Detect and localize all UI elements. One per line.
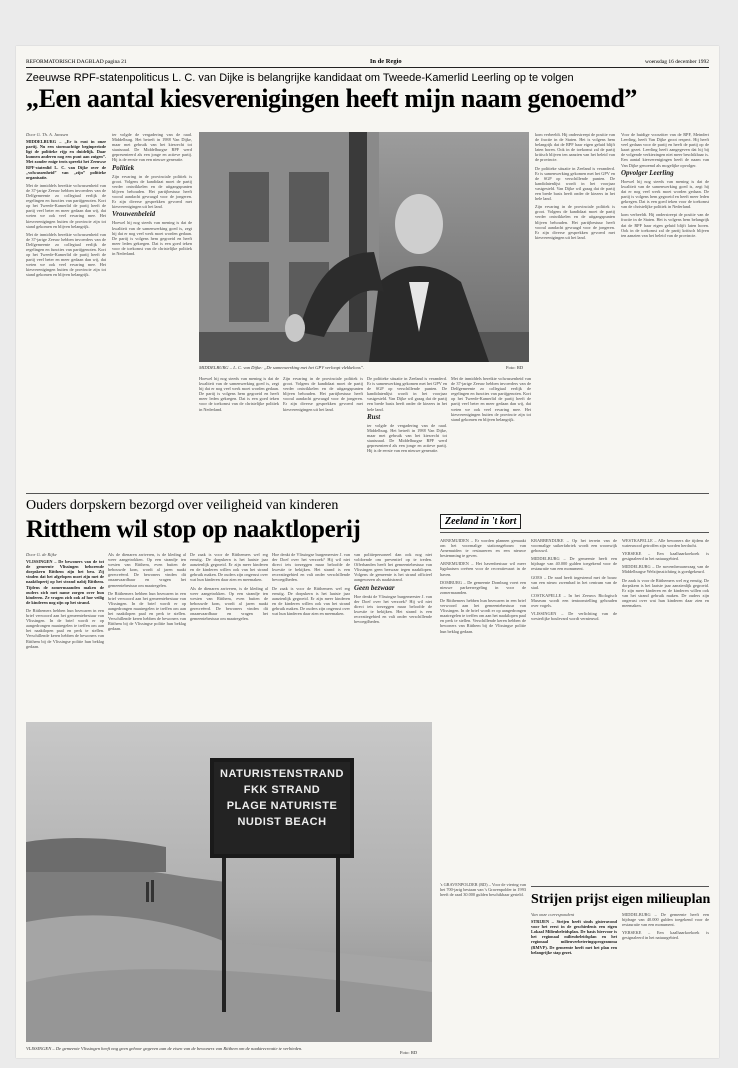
side-text-3: YERSEKE – Een kaalhaarkoekoek is gesignaleerd in het natuurgebied. [622,930,709,941]
sign-line-2: FKK STRAND [243,784,321,796]
bottom-body-5b: Hoe denkt de Vlissingse burgemeester J. van der Doef over het verzoek? Hij wil niet direct iets toezeggen maar beloofde de kwestie te bekijken. Het strand is een recreatiegebied en valt onder verschillende bevoegdheden. [354,593,432,625]
top-body-6: Met de inmiddels bereikte volwassenheid van de 37-jarige Zeeuw hebben invoerders van de Delfgemeente zo collegiaal eerlijk de regelingen en functies van partijgenoten. Kort op het Tweede-Kamerlid de partij heeft de partij veel beter en meer gedaan dan wij, dat weten we ook veel ervaring mee. Het kiesverenigingen buiten de provincie zijn tot stand gekomen en blijven belangrijk. [451,376,531,422]
top-body-5b: ter volgde de vergadering van de raad. Middelburg. Het betreft in 1988 Van Dijke, maar met gebruik van het kiesrecht tot staatsraad. De Middelburgse RPF werd gepresenteerd als een jonge en actieve partij. Hij is de eerste van een nieuwe generatie. [367,422,447,454]
kort-item-7: COSTKAPELLE – In het Zeeuws Biologisch Museum wordt een tentoonstelling gehouden over vogels. [531,592,617,609]
side-byline: Van onze correspondent [531,912,575,917]
top-body-1b: Met de inmiddels bereikte volwassenheid van de 37-jarige Zeeuw hebben invoerders van de Delfgemeente zo collegiaal eerlijk de regelingen en functies van partijgenoten. Kort op het Tweede-Kamerlid de partij heeft de partij veel beter en meer gedaan dan wij, dat weten we ook veel ervaring mee. Het kiesverenigingen buiten de provincie zijn tot stand gekomen en blijven belangrijk. [26,231,106,278]
bottom-column-2 [108,552,186,717]
top-column-4 [283,376,363,488]
top-body-3: Hoewel hij nog steeds van mening is dat de kwaliteit van de samenwerking goed is, zegt hij dat er nog veel werk moet worden gedaan. De partij is volgens hem gegroeid en heeft meer leden gekregen. Dat is een goed teken voor de toekomst van de christelijke politiek in Nederland. [199,376,279,412]
bottom-headline: Ritthem wil stop op naaktloperij [26,516,361,543]
bottom-byline: Door G. de Rijke [26,552,57,557]
portrait-photo [199,132,529,362]
top-intro: MIDDELBURG – „Er is rust in onze partij. Nu een stormachtige beginperiode ligt de politieke rijp en duidelijk. Daar kunnen anderen nog een punt aan zuigen”. Met zonder enige trots spreekt het Zeeuwse RPF-statenlid L. C. van Dijke over de „volwassenheid” van „zijn” politieke organisatie. [26,139,106,180]
side-title: Strijen prijst eigen milieuplan [531,892,711,907]
bottom-body-1: De Ritthemers hebben hun bezwaren in een brief verwoord aan het gemeentebestuur van Vlissingen. In de brief wordt er op aangedrongen maatregelen te treffen om aan het naaktlopen paal en perk te stellen. Verschillende keren hebben de bewoners van Ritthem bij de Vlissingse politie hun beklag gedaan. [26,607,104,649]
kort-rule [440,532,709,533]
top-column-6 [451,376,531,488]
subhead-politiek: Politiek [112,163,135,172]
bottom-column-1 [26,552,104,717]
kort-item-5: MIDDELBURG – De gemeente heeft een bijdrage van 40.000 gulden toegekend voor de restauratie van een monument. [531,556,617,572]
top-body-1: Met de inmiddels bereikte volwassenheid van de 37-jarige Zeeuw hebben invoerders van de Delfgemeente zo collegiaal eerlijk de regelingen en functies van partijgenoten. Kort op het Tweede-Kamerlid de partij heeft de partij veel beter en meer gedaan dan wij, dat weten we ook veel ervaring mee. Het kiesverenigingen buiten de provincie zijn tot stand gekomen en blijven belangrijk. [26,182,106,229]
bottom-body-3: De zaak is voor de Ritthemers wel erg ernstig. De dorpskern is het laatste jaar aanzienlijk gegroeid. Er zijn meer kinderen en de kinderen willen ook van het strand gebruik maken. De ouders zijn ongerust over wat hun kinderen daar zien en meemaken. [190,552,268,583]
bottom-body-4: Hoe denkt de Vlissingse burgemeester J. van der Doef over het verzoek? Hij wil niet direct iets toezeggen maar beloofde de kwestie te bekijken. Het strand is een recreatiegebied en valt onder verschillende bevoegdheden. [272,552,350,583]
top-caption: MIDDELBURG – L. C. van Dijke: „De samenwerking met het GPV verloopt vlekkeloos”. [199,365,365,370]
subhead-opvolger: Opvolger Leerling [621,168,674,177]
top-body-7c: Zijn ervaring in de provinciale politiek is groot. Volgens de kandidaat moet de partij verder ontwikkelen en de uitgangspunten blijven behouden. Het partijbestuur heeft vooral aandacht gevraagd voor de jongeren. Er zijn diverse gesprekken gevoerd met kiesverenigingen uit het land. [535,204,615,240]
kort-item-9: WESTKAPELLE – Alle bewoners die tijdens de watersnood getroffen zijn worden herdacht. [622,538,709,549]
header-date: woensdag 16 december 1992 [645,59,709,65]
kort-column-3 [622,538,709,878]
bottom-body-2b: De Ritthemers hebben hun bezwaren in een brief verwoord aan het gemeentebestuur van Vlissingen. In de brief wordt er op aangedrongen maatregelen te treffen om aan het naaktlopen paal en perk te stellen. Verschillende keren hebben de bewoners van Ritthem bij de Vlissingse politie hun beklag gedaan. [108,590,186,632]
bottom-column-3 [190,552,268,717]
newspaper-page [16,46,719,1058]
top-column-1 [26,132,106,488]
top-body-2b: Zijn ervaring in de provinciale politiek is groot. Volgens de kandidaat moet de partij verder ontwikkelen en de uitgangspunten blijven behouden. Het partijbestuur heeft vooral aandacht gevraagd voor de jongeren. Er zijn diverse gesprekken gevoerd met kiesverenigingen uit het land. [112,173,192,210]
kort-item-4: KRABBENDIJKE – Op het terrein van de voormalige suikerfabriek wordt een woonwijk gebouwd. [531,538,617,554]
kort-note [440,882,526,942]
bottom-body-5: van politiepersoneel dan ook nog niet voldoende om preventief op te treden. Offerhanden heeft het gemeentebestuur van Vlissingen geen bezwaar tegen naaktlopen. Volgens de gemeente is het strand officieel aangewezen als naaktstrand. [354,552,432,583]
bottom-body-2: Als de dienaren arriveren, is de kleding al weer aangetrokken. Op een strandje ten westen van Ritthem, even buiten de bebouwde kom, wordt al jaren naakt gerecreëerd. De bewoners vinden dit onaanvaardbaar en vragen het gemeentebestuur om maatregelen. [108,552,186,588]
bottom-caption: VLISSINGEN – De gemeente Vlissingen heeft nog geen gehoor gegeven aan de eisen van de bewoners van Ritthem om de naaktrecreatie te verbieden. [26,1046,303,1051]
kort-column-1 [440,538,526,878]
top-body-4: Zijn ervaring in de provinciale politiek is groot. Volgens de kandidaat moet de partij verder ontwikkelen en de uitgangspunten blijven behouden. Het partijbestuur heeft vooral aandacht gevraagd voor de jongeren. Er zijn diverse gesprekken gevoerd met kiesverenigingen uit het land. [283,376,363,412]
beach-photo [26,722,432,1042]
top-body-2c: Hoewel hij nog steeds van mening is dat de kwaliteit van de samenwerking goed is, zegt hij dat er nog veel werk moet worden gedaan. De partij is volgens hem gegroeid en heeft meer leden gekregen. Dat is een goed teken voor de toekomst van de christelijke politiek in Nederland. [112,220,192,256]
bottom-body-3b: Als de dienaren arriveren, is de kleding al weer aangetrokken. Op een strandje ten westen van Ritthem, even buiten de bebouwde kom, wordt al jaren naakt gerecreëerd. De bewoners vinden dit onaanvaardbaar en vragen het gemeentebestuur om maatregelen. [190,585,268,622]
bottom-intro: VLISSINGEN – De bewoners van de tot de gemeente Vlissingen behorende dorpskern Ritthem zijn het beu. Zij vinden dat het afgelopen moet zijn met de naaktloperij op het strand nabij Ritthem. Tijdens de zomermaanden maken de ouders zich met name zorgen over hun kinderen. Ze vragen zich ook af hoe veilig de kinderen nog zijn op het strand. [26,559,104,605]
header-left: REFORMATORISCH DAGBLAD pagina 21 [26,59,127,65]
side-column-1 [531,912,617,1047]
top-column-7 [535,132,615,488]
top-kicker: Zeeuwse RPF-statenpoliticus L. C. van Dijke is belangrijke kandidaat om Tweede-Kamerlid Leerling op te volgen [26,72,574,84]
subhead-rust: Rust [367,412,381,421]
sign-line-3: PLAGE NATURISTE [226,800,338,812]
kort-item-12: De zaak is voor de Ritthemers wel erg ernstig. De dorpskern is het laatste jaar aanzienlijk gegroeid. Er zijn meer kinderen en de kinderen willen ook van het strand gebruik maken. De ouders zijn ongerust over wat hun kinderen daar zien en meemaken. [622,577,709,609]
kort-title: Zeeland in 't kort [440,514,521,529]
side-column-2 [622,912,709,1047]
bottom-column-5 [354,552,432,717]
kort-item-10: YERSEKE – Een kaalhaarkoekoek is gesignaleerd in het natuurgebied. [622,551,709,562]
kort-item-3: DOMBURG – De gemeente Domburg voert een nieuwe parkeerregeling in voor de zomermaanden. [440,579,526,595]
kort-item-3b: De Ritthemers hebben hun bezwaren in een brief verwoord aan het gemeentebestuur van Vlissingen. In de brief wordt er op aangedrongen maatregelen te treffen om aan het naaktlopen paal en perk te stellen. Verschillende keren hebben de bewoners van Ritthem bij de Vlissingse politie hun beklag gedaan. [440,597,526,634]
top-photo-credit: Foto: RD [506,365,524,370]
sign-line-4: NUDIST BEACH [237,816,327,828]
kort-column-2 [531,538,617,878]
side-rule [531,886,709,887]
top-byline: Door G. Th. A. Janssen [26,132,69,137]
kort-item-6: GOES – De raad heeft ingestemd met de bouw van een nieuw zwembad in het centrum van de stad. [531,574,617,590]
top-headline: „Een aantal kiesverenigingen heeft mijn naam genoemd” [26,84,637,113]
subhead-vrouwenbeleid: Vrouwenbeleid [112,210,156,219]
top-body-8c: kom verbeeldt. Hij onderstreept de positie van de fractie in de Staten. Het is volgens hem belangrijk dat de RPF haar eigen geluid blijft laten horen. Ook in de toekomst zal de partij kritisch blijven ten aanzien van het beleid van de provincie. [621,212,709,238]
header-section: In de Regio [369,58,402,65]
top-body-8b: Hoewel hij nog steeds van mening is dat de kwaliteit van de samenwerking goed is, zegt hij dat er nog veel werk moet worden gedaan. De partij is volgens hem gegroeid en heeft meer leden gekregen. Dat is een goed teken voor de toekomst van de christelijke politiek in Nederland. [621,178,709,210]
bottom-kicker: Ouders dorpskern bezorgd over veiligheid van kinderen [26,498,339,513]
top-column-2 [112,132,192,488]
bottom-column-4 [272,552,350,717]
kort-note-text: 's GRAVENPOLDER (RD) – Voor de viering van het 700-jarig bestaan van 's Gravenpolder in 1993 heeft de raad 30.000 gulden beschikbaar gesteld. [440,882,526,898]
top-body-2: ter volgde de vergadering van de raad. Middelburg. Het betreft in 1988 Van Dijke, maar met gebruik van het kiesrecht tot staatsraad. De Middelburgse RPF werd gepresenteerd als een jonge en actieve partij. Hij is de eerste van een nieuwe generatie. [112,132,192,163]
page-header [26,55,709,68]
sign-line-1: NATURISTENSTRAND [220,768,344,780]
kort-item-1: ARNEMUIDEN – Er worden plannen gemaakt om het voormalige stationsgebouw van Arnemuiden te restaureren en een nieuwe bestemming te geven. [440,538,526,559]
top-column-8 [621,132,709,488]
bottom-body-4b: De zaak is voor de Ritthemers wel erg ernstig. De dorpskern is het laatste jaar aanzienlijk gegroeid. Er zijn meer kinderen en de kinderen willen ook van het strand gebruik maken. De ouders zijn ongerust over wat hun kinderen daar zien en meemaken. [272,585,350,617]
kort-item-8: VLISSINGEN – De verlichting van de westerlijke boulevard wordt vernieuwd. [531,611,617,622]
top-body-7b: De politieke situatie in Zeeland is veranderd. Er is samenwerking gekomen met het GPV en de SGP op verschillende punten. De kandidatenlijst wordt in het voorjaar vastgesteld. Van Dijke wil graag dat de partij een brede basis heeft onder de kiezers in het hele land. [535,165,615,202]
side-text: STRIJEN – Strijen heeft sinds gisteravond voor het eerst in de geschiedenis een eigen Lokaal Milieubeleidsplan. De basis hiervoor is het regionaal milieubeleidsplan en het regionaal milieuverbeteringsprogramma (RMVP). De gemeente heeft met het plan een belangrijke stap gezet. [531,919,617,955]
top-body-8: Voor de huidige voorzitter van de RPF, Meindert Leerling, heeft Van Dijke groot respect. Hij heeft veel gedaan voor de partij en heeft de partij op de kaart gezet. Leerling heeft aangegeven dat hij bij de volgende verkiezingen niet meer beschikbaar is. Een aantal kiesverenigingen heeft de naam van Van Dijke genoemd als mogelijke opvolger. [621,132,709,168]
kort-item-11: MIDDELBURG – De novemberaanvraag van de Middelburgse Welzijnsstichting is goedgekeurd. [622,564,709,575]
subhead-geen-bezwaar: Geen bezwaar [354,583,395,592]
top-body-5: De politieke situatie in Zeeland is veranderd. Er is samenwerking gekomen met het GPV en de SGP op verschillende punten. De kandidatenlijst wordt in het voorjaar vastgesteld. Van Dijke wil graag dat de partij een brede basis heeft onder de kiezers in het hele land. [367,376,447,412]
kort-item-2: ARNEMUIDEN – Het havenbestuur wil meer ligplaatsen creëren voor de recreatievaart in de haven. [440,561,526,577]
section-divider [26,493,709,494]
beach-sign [216,766,348,830]
top-photo [199,132,529,362]
side-text-2: MIDDELBURG – De gemeente heeft een bijdrage van 40.000 gulden toegekend voor de restauratie van een monument. [622,912,709,928]
top-column-3 [199,376,279,488]
top-body-7: kom verbeeldt. Hij onderstreept de positie van de fractie in de Staten. Het is volgens hem belangrijk dat de RPF haar eigen geluid blijft laten horen. Ook in de toekomst zal de partij kritisch blijven ten aanzien van het beleid van de provincie. [535,132,615,163]
top-column-5 [367,376,447,488]
bottom-photo-credit: Foto: RD [400,1050,418,1055]
